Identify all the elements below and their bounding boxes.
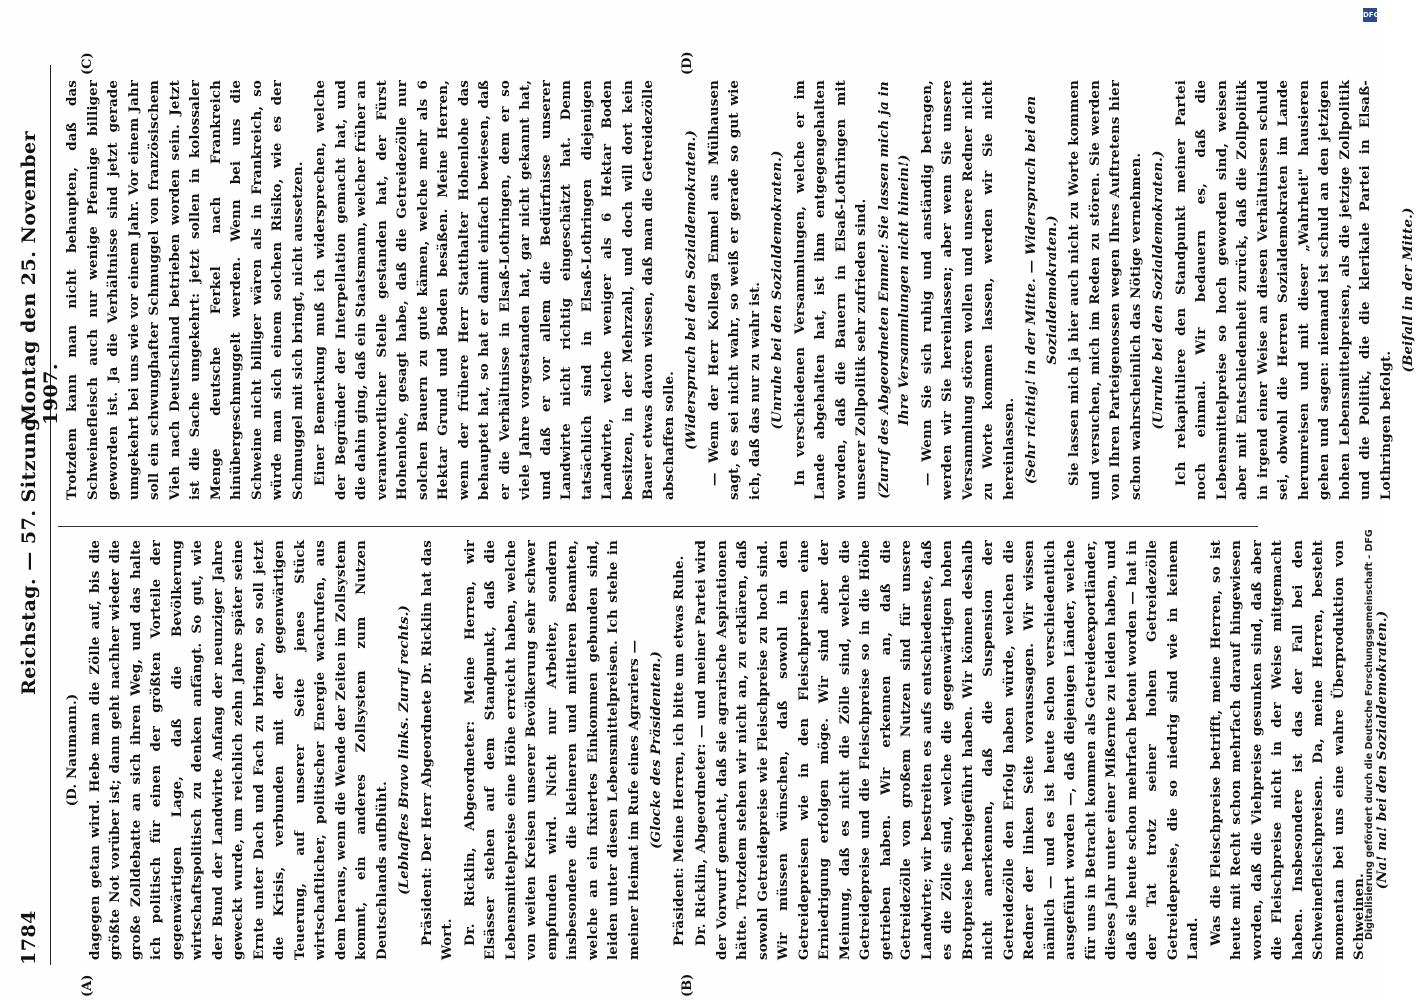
margin-mark-d: (D)	[680, 51, 695, 75]
paragraph: Sie lassen mich ja hier auch nicht zu Worte kommen und versuchen, mich im Reden zu stören. Sie werden von Ihren Parteigenossen wegen Ihres Auftretens hier schon wahrscheinlich das Nötige vernehmen.	[1066, 80, 1144, 500]
interjection: (Glocke des Präsidenten.)	[648, 651, 664, 849]
paragraph: In verschiedenen Versammlungen, welche er im Lande abgehalten hat, ist ihm entgegengehalten worden, daß die Bauern in Elsaß-Lothringen mit unserer Zollpolitik sehr zufrieden sind.	[791, 80, 869, 500]
digitization-note: Digitalisierung gefördert durch die Deutsche Forschungsgemeinschaft - DFG	[1364, 529, 1375, 940]
margin-mark-b: (B)	[680, 973, 695, 997]
paragraph: Ich rekapituliere den Standpunkt meiner Partei noch einmal. Wir bedauern es, daß die Lebensmittelpreise so hoch geworden sind, weisen aber mit Entschiedenheit zurück, daß die Zollpolitik in irgend einer Weise an diesen Verhältnissen schuld sei, obwohl die Herren Sozialdemokraten im Lande herumreisen und mit dieser „Wahrheit" hausieren gehen und sagen: niemand ist schuld an den jetzigen hohen Lebensmittelpreisen, als die jetzige Zollpolitik und die Politik, die die klerikale Partei in Elsaß-Lothringen befolgt.	[1172, 80, 1394, 500]
margin-mark-c: (C)	[80, 52, 95, 75]
paragraph: Einer Bemerkung muß ich widersprechen, welche der Begründer der Interpellation gemacht hat, und die dahin ging, daß ein Staatsmann, welcher früher an verantwortlicher Stelle gestanden hat, der Fürst Hohenlohe, gesagt habe, daß die Getreidezölle nur solchen Bauern zu gute kämen, welche mehr als 6 Hektar Grund und Boden besäßen. Meine Herren, wenn der frühere Herr Statthalter Hohenlohe das behauptet hat, so hat er damit einfach bewiesen, daß er die Verhältnisse in Elsaß-Lothringen, dem er so viele Jahre vorgestanden hat, gar nicht gekannt hat, und daß er vor allem die Bedürfnisse unserer Landwirte nicht richtig eingeschätzt hat. Denn tatsächlich sind in Elsaß-Lothringen diejenigen Landwirte, welche weniger als 6 Hektar Boden besitzen, in der Mehrzahl, und doch will dort kein Bauer etwas davon wissen, daß man die Getreidezölle abschaffen solle.	[312, 80, 677, 500]
interjection: (Zuruf des Abgeordneten Emmel: Sie lassen mich ja in Ihre Versammlungen nicht hinein!)	[875, 81, 912, 499]
header-right-title: Montag den 25. November 1907.	[18, 130, 62, 425]
interjection: (Sehr richtig! in der Mitte. — Widerspruch bei den Sozialdemokraten.)	[1023, 95, 1060, 485]
paragraph: — Wenn Sie sich ruhig und anständig betragen, werden wir Sie hereinlassen; aber wenn Sie unsere Versammlung stören wollen und unsere Redner nicht zu Worte kommen lassen, werden wir Sie nicht hereinlassen.	[918, 80, 1017, 500]
dfg-logo: DFG	[1363, 8, 1377, 22]
interjection: (Lebhaftes Bravo links. Zuruf rechts.)	[396, 605, 412, 895]
paragraph: Was die Fleischpreise betrifft, meine Herren, so ist heute mit Recht schon mehrfach darauf hingewiesen worden, daß die Viehpreise gesunken sind, daß aber die Fleischpreise nicht in der Weise mitgemacht haben. Insbesondere ist das der Fall bei den Schweinefleischpreisen. Da, meine Herren, besteht momentan bei uns eine wahre Überproduktion von Schweinen.	[1207, 540, 1367, 960]
margin-mark-a: (A)	[80, 974, 95, 997]
interjection: (Unruhe bei den Sozialdemokraten.)	[769, 150, 785, 430]
paragraph: dagegen getan wird. Hebe man die Zölle auf, bis die größte Not vorüber ist; dann geht nachher wieder die große Zolldebatte an sich ihren Weg, und das halte ich politisch für einen der größten Vorteile der gegenwärtigen Lage, daß die Bevölkerung wirtschaftspolitisch zu denken anfängt. So gut, wie der Bund der Landwirte Anfang der neunziger Jahre geweckt wurde, um reichlich zehn Jahre später seine Ernte unter Dach und Fach zu bringen, so soll jetzt die Krisis, verbunden mit der gegenwärtigen Teuerung, auf unserer Seite jenes Stück wirtschaftlicher, politischer Energie wachrufen, aus dem heraus, wenn die Wende der Zeiten im Zollsystem kommt, ein anderes Zollsystem zum Nutzen Deutschlands aufblüht.	[86, 540, 390, 960]
paragraph: Trotzdem kann man nicht behaupten, daß das Schweinefleisch auch nur wenige Pfennige billiger geworden ist. Ja die Verhältnisse sind jetzt gerade umgekehrt bei uns wie vor einem Jahr. Vor einem Jahr soll ein schwunghafter Schmuggel von französischem Vieh nach Deutschland betrieben worden sein. Jetzt ist die Sache umgekehrt: jetzt sollen in kolossaler Menge deutsche Ferkel nach Frankreich hinübergeschmuggelt werden. Wenn bei uns die Schweine nicht billiger wären als in Frankreich, so würde man sich einem solchen Risiko, wie es der Schmuggel mit sich bringt, nicht aussetzen.	[64, 80, 306, 500]
paragraph: Dr. Ricklin, Abgeordneter: Meine Herren, wir Elsässer stehen auf dem Standpunkt, daß die Lebensmittelpreise eine Höhe erreicht haben, welche von weiten Kreisen unserer Bevölkerung sehr schwer empfunden wird. Nicht nur Arbeiter, sondern insbesondere die kleineren und mittleren Beamten, welche an ein fixiertes Einkommen gebunden sind, leiden unter diesen Lebensmittelpreisen. Ich stehe in meiner Heimat im Rufe eines Agrariers —	[461, 540, 642, 960]
paragraph: Dr. Ricklin, Abgeordneter: — und meiner Partei wird der Vorwurf gemacht, daß sie agrarische Aspirationen hätte. Trotzdem stehen wir nicht an, zu erklären, daß sowohl Getreidepreise wie Fleischpreise zu hoch sind. Wir müssen wünschen, daß sowohl in den Getreidepreisen wie in den Fleischpreisen eine Erniedrigung erfolgen möge. Wir sind aber der Meinung, daß es nicht die Zölle sind, welche die Getreidepreise und die Fleischpreise so in die Höhe getrieben haben. Wir erkennen an, daß die Getreidezölle von großem Nutzen sind für unsere Landwirte; wir bestreiten es aufs entschiedenste, daß es die Zölle sind, welche die gegenwärtigen hohen Brotpreise herbeigeführt haben. Wir können deshalb nicht anerkennen, daß die Suspension der Getreidezölle den Erfolg haben würde, welchen die Redner der linken Seite voraussagen. Wir wissen nämlich — und es ist heute schon verschiedentlich ausgeführt worden —, daß diejenigen Länder, welche für uns in Betracht kommen als Getreideexportländer, dieses Jahr unter einer Mißernte zu leiden haben, und daß sie heute schon mehrfach betont worden — hat in der Tat trotz seiner hohen Getreidezölle Getreidepreise, die so niedrig sind wie in keinem Land.	[693, 540, 1201, 960]
header-left-title: Reichstag. — 57. Sitzung.	[18, 410, 40, 695]
page-header	[10, 65, 62, 965]
speaker-tag: (D. Naumann.)	[64, 693, 80, 807]
interjection: (Widerspruch bei den Sozialdemokraten.)	[683, 130, 699, 450]
paragraph: Präsident: Der Herr Abgeordnete Dr. Ricklin hat das Wort.	[418, 540, 455, 960]
interjection: (Beifall in der Mitte.)	[1400, 207, 1416, 373]
right-column	[62, 80, 1416, 500]
interjection: (Na! na! bei den Sozialdemokraten.)	[1373, 610, 1390, 890]
page-number: 1784	[18, 910, 40, 965]
paragraph: — Wenn der Herr Kollega Emmel aus Mülhausen sagt, es sei nicht wahr, so weiß er gerade so gut wie ich, daß das nur zu wahr ist.	[705, 80, 763, 500]
interjection: (Unruhe bei den Sozialdemokraten.)	[1150, 150, 1166, 430]
column-divider	[58, 526, 1258, 527]
paragraph: Präsident: Meine Herren, ich bitte um etwas Ruhe.	[670, 555, 687, 946]
